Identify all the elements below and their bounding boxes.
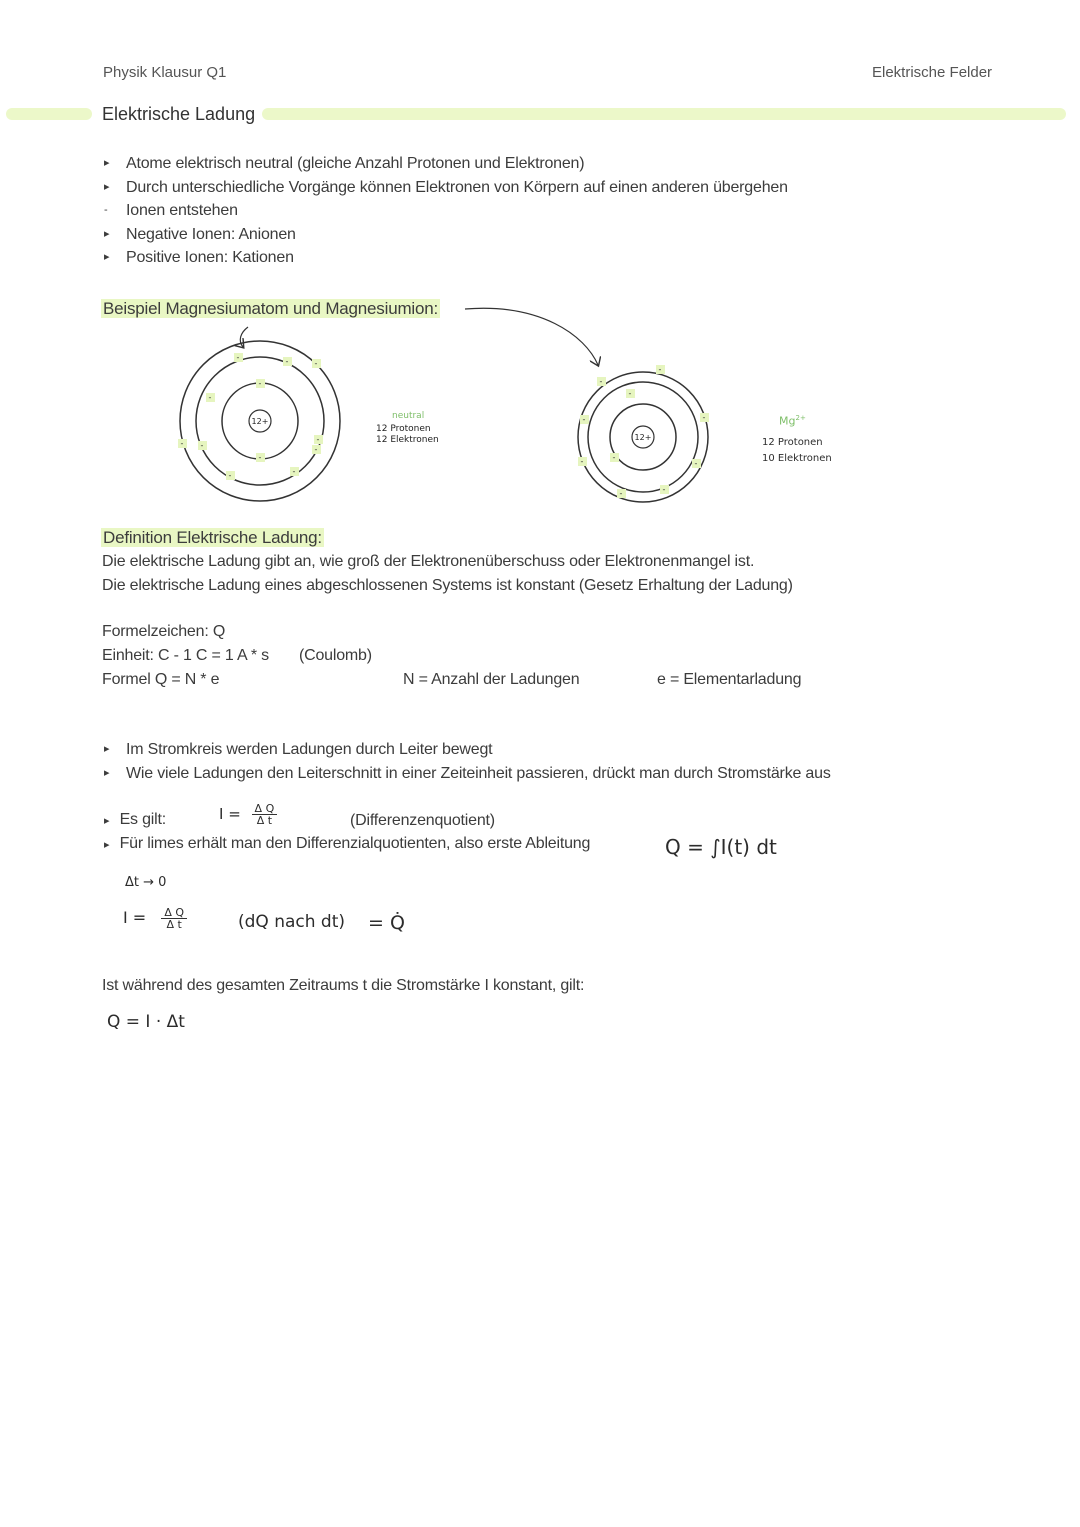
example-heading: Beispiel Magnesiumatom und Magnesiumion:: [103, 299, 439, 318]
unit-name: (Coulomb): [299, 647, 372, 664]
svg-text:-: -: [628, 389, 632, 398]
svg-text:-: -: [180, 439, 184, 448]
delta-t-limit: Δt → 0: [125, 875, 167, 890]
svg-text:-: -: [208, 393, 212, 402]
e-definition: e = Elementarladung: [657, 671, 802, 688]
atom-nucleus-label: 12+: [251, 417, 269, 426]
q-dot-result: = Q̇: [368, 912, 405, 934]
list-item: ▸ Durch unterschiedliche Vorgänge können Elektronen von Körpern auf einen anderen übergehen: [104, 178, 788, 196]
svg-text:-: -: [236, 353, 240, 362]
svg-text:-: -: [285, 357, 289, 366]
svg-text:-: -: [292, 467, 296, 476]
header-topic: Elektrische Felder: [872, 64, 993, 81]
formula-symbol: Formelzeichen: Q: [102, 623, 226, 640]
constant-current-formula: Q = I · Δt: [107, 1012, 185, 1032]
es-gilt-line: ▸ Es gilt:: [104, 811, 166, 828]
constant-current-text: Ist während des gesamten Zeitraums t die Stromstärke I konstant, gilt:: [102, 977, 585, 994]
ion-electron-marks: [581, 365, 706, 498]
magnesium-atom: [178, 341, 340, 501]
list-item: ▸ Im Stromkreis werden Ladungen durch Leiter bewegt: [104, 741, 493, 758]
unit-line: Einheit: C - 1 C = 1 A * s: [102, 647, 269, 664]
svg-text:-: -: [599, 377, 603, 386]
list-item: - Ionen entstehen: [104, 202, 238, 219]
transition-arrow: [465, 308, 598, 365]
definition-line-2: Die elektrische Ladung eines abgeschlossenen Systems ist konstant (Gesetz Erhaltung der Ladung): [102, 577, 793, 594]
svg-text:-: -: [258, 379, 262, 388]
list-item: ▸ Positive Ionen: Kationen: [104, 249, 294, 266]
ion-protons-label: 12 Protonen: [762, 437, 823, 448]
svg-text:-: -: [694, 459, 698, 468]
formula-line: Formel Q = N * e: [102, 671, 220, 688]
integral-formula: Q = ∫I(t) dt: [665, 835, 777, 859]
header-subject: Physik Klausur Q1: [103, 64, 227, 81]
n-definition: N = Anzahl der Ladungen: [403, 671, 580, 688]
svg-text:-: -: [258, 453, 262, 462]
svg-text:-: -: [619, 489, 623, 498]
ion-symbol: $Mg^{2+}$: [779, 414, 806, 428]
definition-heading: Definition Elektrische Ladung:: [103, 528, 322, 547]
atom-electrons-label: 12 Elektronen: [376, 435, 439, 445]
list-item: ▸ Atome elektrisch neutral (gleiche Anzahl Protonen und Elektronen): [104, 155, 585, 172]
svg-text:-: -: [580, 457, 584, 466]
difference-quotient-note: (Differenzenquotient): [350, 812, 495, 829]
svg-text:-: -: [316, 435, 320, 444]
pointer-arrow: [240, 327, 248, 347]
svg-text:-: -: [702, 413, 706, 422]
magnesium-ion: [578, 365, 709, 502]
es-gilt-equation: I = $\frac{\text{Δ Q}}{\text{Δ t}}$: [219, 803, 277, 826]
atom-state-label: neutral: [392, 411, 425, 421]
limes-line: ▸ Für limes erhält man den Differenzialquotienten, also erste Ableitung: [104, 835, 591, 852]
derivative-equation: I = $\frac{\text{Δ Q}}{\text{Δ t}}$: [123, 907, 187, 930]
atom-ion-diagram: [0, 295, 1080, 515]
ion-electrons-label: 10 Elektronen: [762, 453, 832, 464]
svg-text:-: -: [662, 485, 666, 494]
atom-protons-label: 12 Protonen: [376, 424, 431, 434]
ion-electrons: [578, 365, 709, 498]
svg-text:-: -: [228, 471, 232, 480]
title-bar-left: [6, 108, 92, 120]
intro-bullet-list: [104, 152, 788, 270]
derivative-note: (dQ nach dt): [238, 912, 346, 932]
svg-text:-: -: [314, 359, 318, 368]
title-bar-right: [262, 108, 1066, 120]
section-title: Elektrische Ladung: [102, 104, 256, 124]
svg-text:-: -: [658, 365, 662, 374]
svg-text:-: -: [314, 445, 318, 454]
svg-text:-: -: [612, 453, 616, 462]
definition-line-1: Die elektrische Ladung gibt an, wie groß der Elektronenüberschuss oder Elektronenmangel ist.: [102, 553, 755, 570]
svg-text:-: -: [200, 441, 204, 450]
ion-nucleus-label: 12+: [634, 433, 652, 442]
list-item: ▸ Negative Ionen: Anionen: [104, 225, 296, 243]
list-item: ▸ Wie viele Ladungen den Leiterschnitt in einer Zeiteinheit passieren, drückt man durch Stromstärke aus: [104, 764, 831, 782]
current-bullet-list: [104, 738, 831, 785]
svg-text:-: -: [582, 415, 586, 424]
